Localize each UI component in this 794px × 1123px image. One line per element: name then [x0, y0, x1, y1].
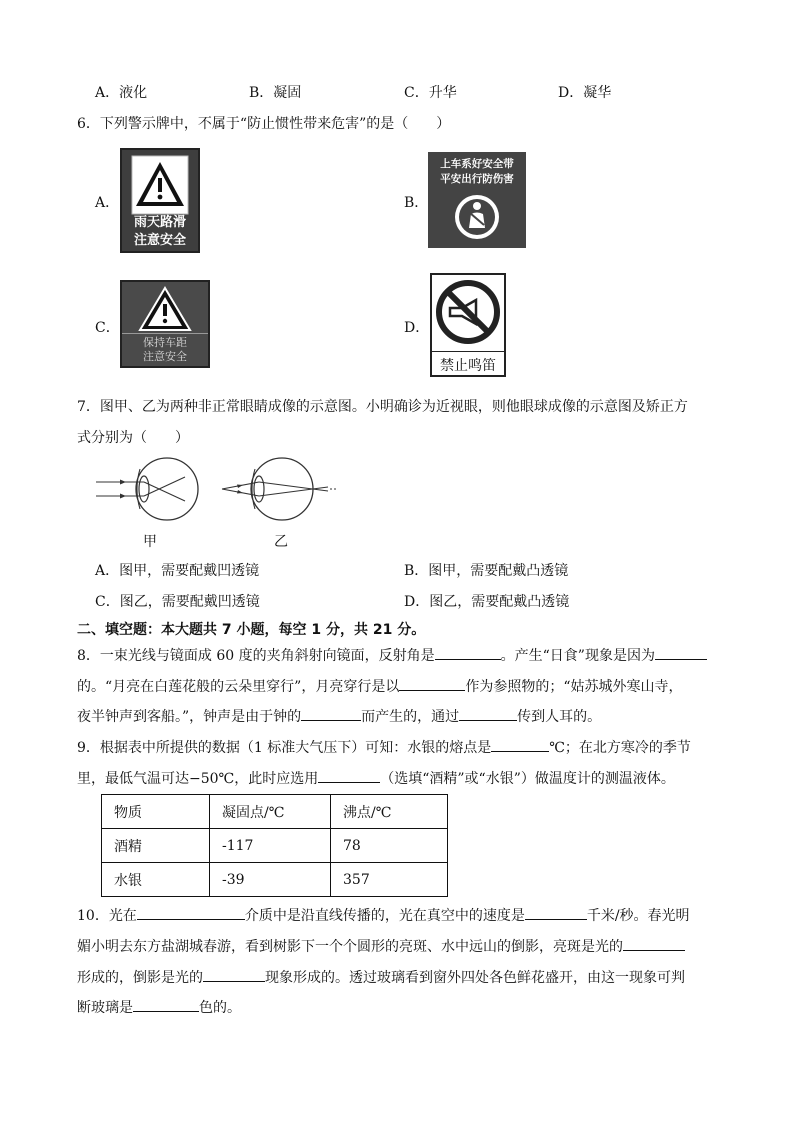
q6-stem: 6．下列警示牌中，不属于“防止惯性带来危害”的是（ ） — [77, 116, 451, 132]
eye-diagram-jia — [96, 458, 198, 520]
sign-b-line2: 平安出行防伤害 — [440, 173, 514, 185]
q8-line3 — [77, 706, 601, 726]
table-cell: -117 — [210, 829, 331, 863]
rain-warning-sign — [120, 148, 200, 253]
melting-boiling-table — [101, 794, 448, 897]
q8-text-3a: 夜半钟声到客船。”，钟声是由于钟的 — [77, 709, 302, 725]
q6-option-c-label: C． — [95, 320, 120, 336]
q9-text-1b: ℃；在北方寒冷的季节 — [549, 740, 691, 756]
section2-title: 二、填空题：本大题共 7 小题，每空 1 分，共 21 分。 — [77, 622, 426, 638]
table-header-cell: 物质 — [102, 795, 210, 829]
sign-d-text: 禁止鸣笛 — [432, 351, 504, 375]
answer-blank[interactable] — [399, 677, 465, 691]
q6-option-a-label: A． — [95, 195, 120, 211]
q9-line2 — [77, 768, 675, 788]
q10-line2 — [77, 936, 685, 956]
q10-text-1b: 介质中是沿直线传播的，光在真空中的速度是 — [244, 908, 525, 924]
answer-blank[interactable] — [525, 906, 587, 920]
q10-text-1c: 千米/秒。春光明 — [586, 908, 690, 924]
q7-option-a: A．图甲，需要配戴凹透镜 — [95, 563, 260, 579]
q5-option-d: D．凝华 — [558, 85, 612, 101]
q10-text-4a: 断玻璃是 — [77, 1000, 133, 1016]
seatbelt-icon — [452, 192, 502, 242]
q9-text-2a: 里，最低气温可达−50℃，此时应选用 — [77, 771, 319, 787]
answer-blank[interactable] — [459, 707, 517, 721]
q9-line1 — [77, 737, 691, 757]
q5-option-b: B．凝固 — [249, 85, 302, 101]
sign-a-line2: 注意安全 — [133, 233, 186, 248]
table-cell: 酒精 — [102, 829, 210, 863]
q7-option-b: B．图甲，需要配戴凸透镜 — [404, 563, 569, 579]
q9-text-1a: 9．根据表中所提供的数据（1 标准大气压下）可知：水银的熔点是 — [77, 740, 492, 756]
table-header-cell: 凝固点/℃ — [210, 795, 331, 829]
q8-line2 — [77, 676, 683, 696]
q8-text-2a: 的。“月亮在白莲花般的云朵里穿行”，月亮穿行是以 — [77, 679, 400, 695]
q10-line4 — [77, 997, 241, 1017]
warning-triangle-icon — [122, 284, 208, 334]
q8-line1 — [77, 645, 707, 665]
no-honking-sign — [430, 273, 506, 377]
table-row — [102, 829, 448, 863]
q10-text-4b: 色的。 — [199, 1000, 241, 1016]
table-cell: 水银 — [102, 863, 210, 897]
q7-stem-line2: 式分别为（ ） — [77, 430, 189, 446]
q10-text-3b: 现象形成的。透过玻璃看到窗外四处各色鲜花盛开，由这一现象可判 — [265, 970, 685, 986]
table-row — [102, 863, 448, 897]
no-horn-icon — [432, 278, 504, 348]
q7-option-c: C．图乙，需要配戴凹透镜 — [95, 594, 260, 610]
q6-option-b-label: B． — [404, 195, 429, 211]
q10-text-1a: 10．光在 — [77, 908, 137, 924]
answer-blank[interactable] — [133, 998, 199, 1012]
answer-blank[interactable] — [203, 968, 265, 982]
q8-text-1a: 8．一束光线与镜面成 60 度的夹角斜射向镜面，反射角是 — [77, 648, 435, 664]
q8-text-3b: 而产生的，通过 — [361, 709, 460, 725]
sign-b-line1: 上车系好安全带 — [440, 158, 514, 170]
q7-option-d: D．图乙，需要配戴凸透镜 — [404, 594, 570, 610]
answer-blank[interactable] — [137, 906, 245, 920]
q8-text-1b: 。产生“日食”现象是因为 — [500, 648, 655, 664]
q10-text-3a: 形成的，倒影是光的 — [77, 970, 203, 986]
q8-text-2b: 作为参照物的；“姑苏城外寒山寺， — [465, 679, 683, 695]
q5-option-c: C．升华 — [404, 85, 457, 101]
q8-text-3c: 传到人耳的。 — [517, 709, 602, 725]
keep-distance-sign — [120, 280, 210, 368]
label-jia: 甲 — [143, 534, 157, 550]
sign-c-line2: 注意安全 — [143, 350, 187, 363]
label-yi: 乙 — [274, 534, 288, 550]
eye-diagrams — [92, 455, 352, 535]
answer-blank[interactable] — [623, 937, 685, 951]
table-header-cell: 沸点/℃ — [331, 795, 448, 829]
sign-c-line1: 保持车距 — [143, 336, 187, 349]
table-cell: 357 — [331, 863, 448, 897]
answer-blank[interactable] — [491, 738, 549, 752]
answer-blank[interactable] — [318, 769, 380, 783]
sign-a-line1: 雨天路滑 — [133, 215, 186, 230]
q10-line1 — [77, 905, 690, 925]
q7-stem-line1: 7．图甲、乙为两种非正常眼睛成像的示意图。小明确诊为近视眼，则他眼球成像的示意图及矫正方 — [77, 399, 688, 415]
q9-text-2b: （选填“酒精”或“水银”）做温度计的测温液体。 — [380, 771, 675, 787]
table-header-row — [102, 795, 448, 829]
q5-option-a: A．液化 — [95, 85, 148, 101]
table-cell: 78 — [331, 829, 448, 863]
seatbelt-sign — [428, 152, 526, 248]
table-cell: -39 — [210, 863, 331, 897]
warning-triangle-icon — [122, 154, 198, 220]
answer-blank[interactable] — [435, 646, 501, 660]
answer-blank[interactable] — [655, 646, 707, 660]
q6-option-d-label: D． — [404, 320, 430, 336]
q10-line3 — [77, 967, 685, 987]
eye-diagram-yi — [222, 458, 336, 520]
answer-blank[interactable] — [301, 707, 361, 721]
q10-text-2a: 媚小明去东方盐湖城春游，看到树影下一个个圆形的亮斑、水中远山的倒影，亮斑是光的 — [77, 939, 623, 955]
